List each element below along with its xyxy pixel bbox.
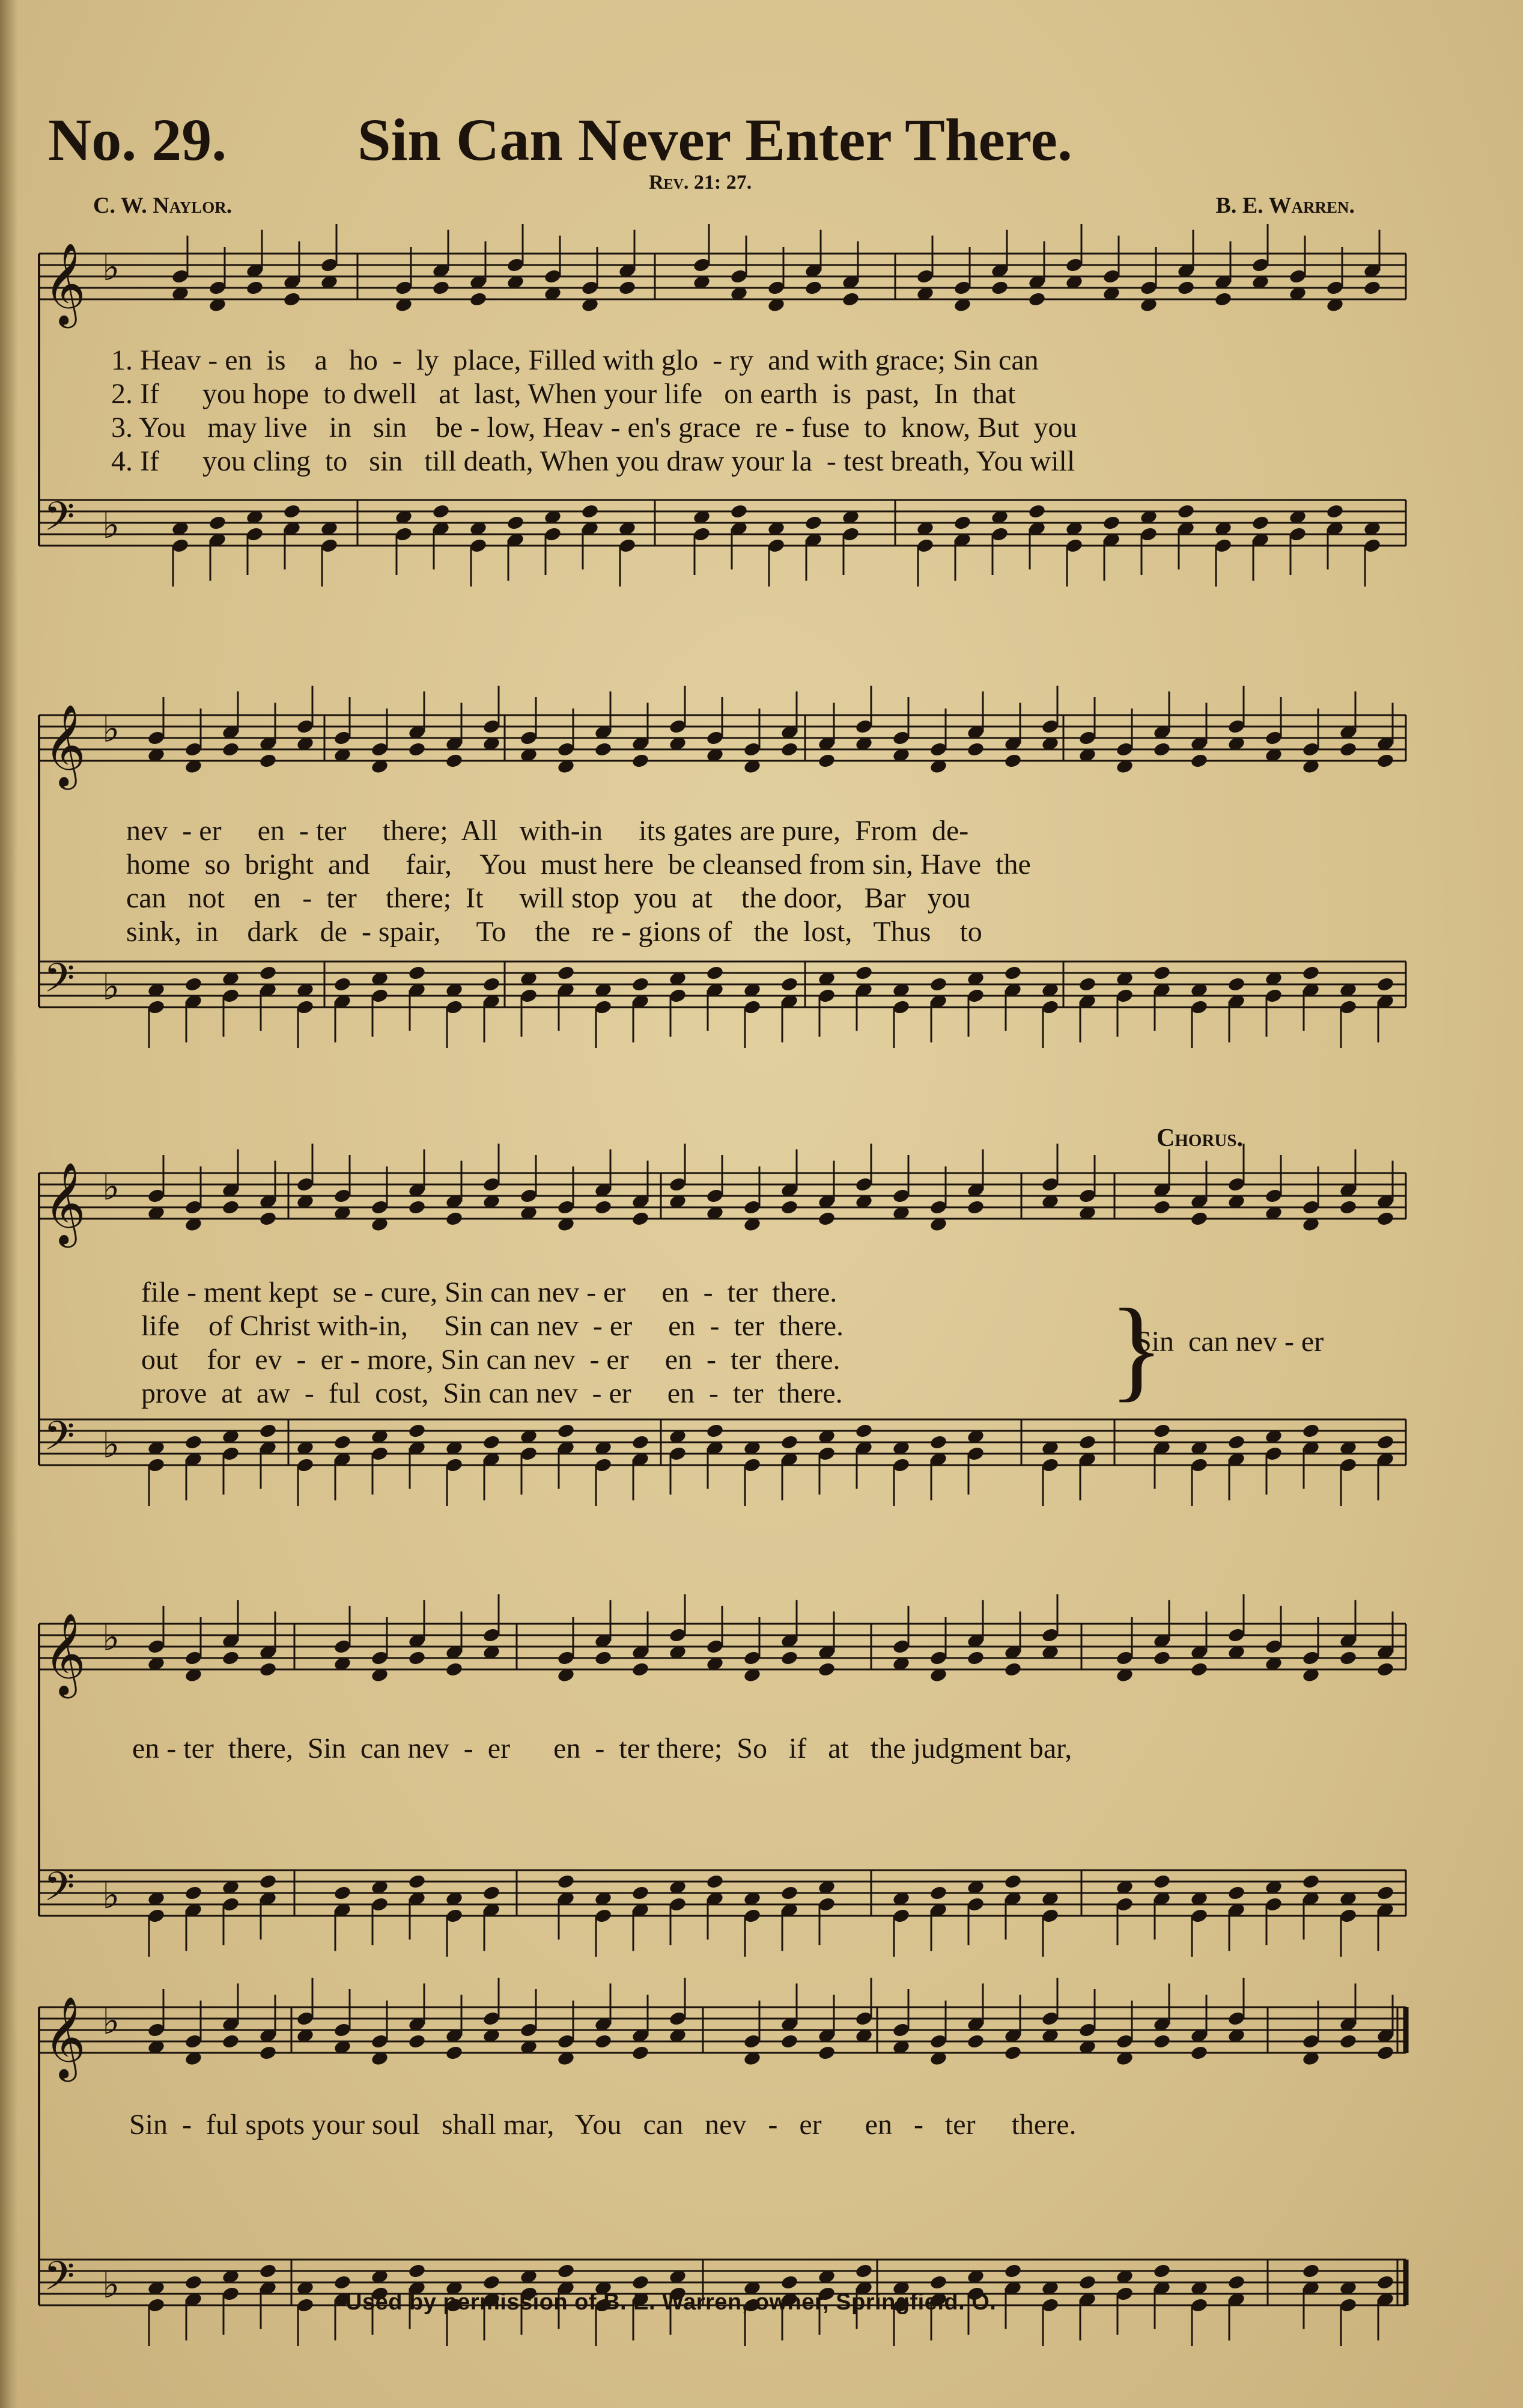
note-head [631,1434,650,1451]
note-head [1078,2275,1097,2291]
note-head [1339,742,1358,758]
verse-2-line-system-3: life of Christ with-in, Sin can nev - er en - ter there. [141,1310,844,1342]
note-head [1028,291,1047,308]
note-head [246,280,264,296]
note-head [1227,1885,1246,1901]
flat-icon: ♭ [102,245,120,289]
note-head [1190,2045,1209,2061]
note-head [1339,1199,1358,1216]
note-head [482,1885,501,1901]
note-head [259,1662,278,1678]
note-head [557,1423,576,1439]
note-head [482,2275,501,2291]
note-head [1004,2045,1023,2061]
verse-2-line-system-2: home so bright and fair, You must here be cleansed from sin, Have the [126,849,1031,880]
note-head [1153,742,1172,758]
note-head [594,2034,613,2050]
note-head [1376,977,1395,993]
note-head [618,280,637,296]
note-head [855,1423,874,1439]
note-head [184,1434,203,1451]
verse-4-line-system-2: sink, in dark de - spair, To the re - gions of the lost, Thus to [126,916,982,948]
verse-brace: } [1109,1286,1164,1412]
note-head [780,2275,799,2291]
note-head [408,965,427,981]
note-head [594,742,613,758]
note-head [557,965,576,981]
note-head [408,1650,427,1666]
note-head [1153,1874,1172,1890]
note-head [1302,965,1321,981]
note-head [1153,2263,1172,2279]
note-head [1102,515,1121,531]
bass-clef-icon: 𝄢 [44,1413,75,1469]
note-head [408,1874,427,1890]
note-head [259,965,278,981]
flat-icon: ♭ [102,1422,120,1466]
note-head [1302,1423,1321,1439]
note-head [184,977,203,993]
note-head [1004,2263,1023,2279]
note-head [967,1650,985,1666]
treble-clef-icon: 𝄞 [44,1161,86,1244]
note-head [1376,2045,1395,2061]
note-head [184,1885,203,1901]
note-head [408,1199,427,1216]
note-head [445,753,464,769]
note-head [1004,965,1023,981]
note-head [1227,2275,1246,2291]
note-head [333,2275,352,2291]
note-head [780,1885,799,1901]
flat-icon: ♭ [102,1999,120,2043]
note-head [1153,1199,1172,1216]
note-head [631,753,650,769]
note-head [408,2034,427,2050]
note-head [780,1434,799,1451]
verse-1-line-system-3: file - ment kept se - cure, Sin can nev - er en - ter there. [141,1276,837,1308]
note-head [1214,291,1233,308]
note-head [259,2045,278,2061]
chorus-label: Chorus. [1157,1124,1243,1152]
note-head [631,1885,650,1901]
note-head [1028,504,1047,520]
note-head [1376,1434,1395,1451]
note-head [929,977,948,993]
note-head [967,742,985,758]
hymn-number: No. 29. [48,106,227,173]
note-head [557,2263,576,2279]
verse-3-line-system-2: can not en - ter there; It will stop you at the door, Bar you [126,882,971,914]
scripture-reference: Rev. 21: 27. [649,171,752,194]
note-head [1339,2034,1358,2050]
hymn-title: Sin Can Never Enter There. [357,106,1072,173]
note-head [208,515,227,531]
note-head [1190,1662,1209,1678]
note-head [780,1199,799,1216]
verse-1-line-system-2: nev - er en - ter there; All with-in its gates are pure, From de- [126,815,969,847]
note-head [991,280,1009,296]
note-head [482,1434,501,1451]
note-head [706,1423,725,1439]
note-head [780,742,799,758]
chorus-line-2: Sin - ful spots your soul shall mar, You can nev - er en - ter there. [129,2109,1077,2141]
note-head [445,2045,464,2061]
note-head [259,1423,278,1439]
note-head [259,2263,278,2279]
treble-clef-icon: 𝄞 [44,1995,86,2078]
flat-icon: ♭ [102,503,120,547]
note-head [408,1423,427,1439]
bass-clef-icon: 𝄢 [44,493,75,549]
note-head [1302,2263,1321,2279]
note-head [1326,504,1345,520]
note-head [818,1662,836,1678]
note-head [184,2275,203,2291]
note-head [1251,515,1270,531]
note-head [594,1199,613,1216]
permission-credit: Used by permission of B. E. Warren, owner, Springfield. O. [345,2290,997,2315]
note-head [842,291,860,308]
treble-clef-icon: 𝄞 [44,1612,86,1695]
note-head [1376,1662,1395,1678]
treble-clef-icon: 𝄞 [44,242,86,325]
verse-1-line-system-1: 1. Heav - en is a ho - ly place, Filled with glo - ry and with grace; Sin can [111,344,1039,376]
bass-clef-icon: 𝄢 [44,1864,75,1919]
note-head [1153,965,1172,981]
note-head [730,504,749,520]
note-head [1376,1885,1395,1901]
note-head [929,2275,948,2291]
note-head [1376,753,1395,769]
note-head [259,1211,278,1227]
verse-3-line-system-1: 3. You may live in sin be - low, Heav - en's grace re - fuse to know, But you [111,412,1077,443]
note-head [222,1199,240,1216]
note-head [581,504,600,520]
flat-icon: ♭ [102,2263,120,2306]
note-head [804,515,823,531]
note-head [706,965,725,981]
note-head [1153,1650,1172,1666]
flat-icon: ♭ [102,1873,120,1917]
note-head [631,977,650,993]
note-head [967,1199,985,1216]
note-head [967,2034,985,2050]
bass-clef-icon: 𝄢 [44,955,75,1011]
note-head [1227,1434,1246,1451]
note-head [222,2034,240,2050]
note-head [333,1885,352,1901]
verse-4-line-system-3: prove at aw - ful cost, Sin can nev - er en - ter there. [141,1377,843,1409]
note-head [432,280,451,296]
note-head [1078,977,1097,993]
note-head [1339,1650,1358,1666]
note-head [818,753,836,769]
flat-icon: ♭ [102,707,120,751]
note-head [1078,1434,1097,1451]
note-head [818,1211,836,1227]
verse-2-line-system-1: 2. If you hope to dwell at last, When your life on earth is past, In that [111,378,1016,410]
note-head [333,1434,352,1451]
note-head [482,977,501,993]
note-head [1376,1211,1395,1227]
note-head [953,515,972,531]
note-head [1177,280,1196,296]
lyricist-credit: C. W. Naylor. [93,193,233,218]
note-head [1376,2275,1395,2291]
note-head [631,1211,650,1227]
note-head [506,515,525,531]
note-head [631,2275,650,2291]
note-head [594,1650,613,1666]
note-head [1227,977,1246,993]
note-head [283,504,302,520]
note-head [259,753,278,769]
note-head [780,2034,799,2050]
note-head [1177,504,1196,520]
note-head [855,2263,874,2279]
note-head [1190,753,1209,769]
note-head [469,291,488,308]
flat-icon: ♭ [102,1615,120,1659]
chorus-pickup-lyric: Sin can nev - er [1135,1326,1324,1358]
note-head [706,1874,725,1890]
note-head [929,1434,948,1451]
verse-4-line-system-1: 4. If you cling to sin till death, When you draw your la - test breath, You will [111,445,1075,477]
note-head [222,742,240,758]
note-head [1153,2034,1172,2050]
note-head [408,742,427,758]
note-head [818,2045,836,2061]
note-head [283,291,302,308]
note-head [557,1874,576,1890]
note-head [432,504,451,520]
treble-clef-icon: 𝄞 [44,703,86,786]
flat-icon: ♭ [102,965,120,1008]
note-head [1190,1211,1209,1227]
note-head [631,1662,650,1678]
note-head [1153,1423,1172,1439]
note-head [855,965,874,981]
bass-clef-icon: 𝄢 [44,2253,75,2309]
flat-icon: ♭ [102,1165,120,1209]
note-head [1004,1874,1023,1890]
note-head [631,2045,650,2061]
note-head [1004,1662,1023,1678]
note-head [1363,280,1382,296]
chorus-line-1: en - ter there, Sin can nev - er en - ter there; So if at the judgment bar, [132,1733,1072,1764]
note-head [333,977,352,993]
verse-3-line-system-3: out for ev - er - more, Sin can nev - er en - ter there. [141,1344,841,1376]
note-head [780,1650,799,1666]
composer-credit: B. E. Warren. [1215,193,1355,218]
note-head [1004,753,1023,769]
note-head [780,977,799,993]
note-head [1302,1874,1321,1890]
note-head [929,1885,948,1901]
note-head [259,1874,278,1890]
note-head [222,1650,240,1666]
note-head [408,2263,427,2279]
note-head [445,1662,464,1678]
note-head [804,280,823,296]
note-head [445,1211,464,1227]
